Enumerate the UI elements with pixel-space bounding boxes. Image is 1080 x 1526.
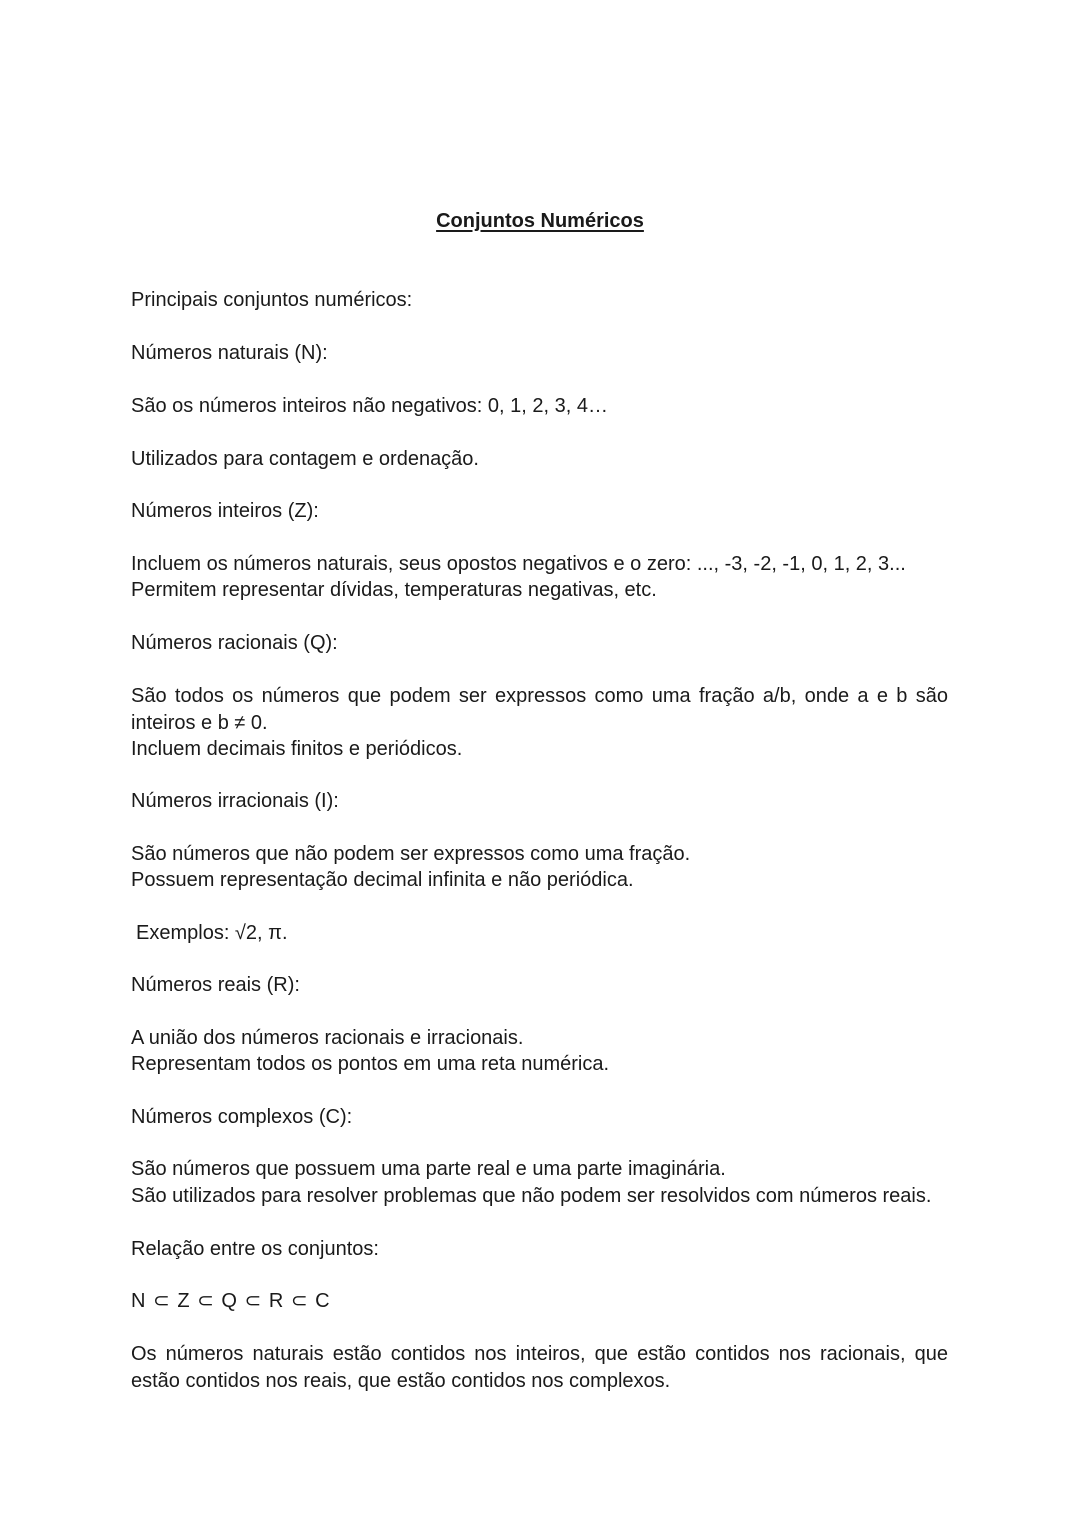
irracionais-examples: Exemplos: √2, π. <box>136 922 288 944</box>
racionais-decimals: Incluem decimais finitos e periódicos. <box>131 738 463 760</box>
complexos-usage: São utilizados para resolver problemas que não podem ser resolvidos com números reais. <box>131 1185 932 1207</box>
irracionais-decimals: Possuem representação decimal infinita e não periódica. <box>131 869 634 891</box>
page-title: Conjuntos Numéricos <box>436 210 644 232</box>
inteiros-definition: Incluem os números naturais, seus opostos negativos e o zero: ..., -3, -2, -1, 0, 1, 2, 3... <box>131 553 906 575</box>
reais-number-line: Representam todos os pontos em uma reta numérica. <box>131 1053 610 1075</box>
relacao-explanation: Os números naturais estão contidos nos inteiros, que estão contidos nos racionais, que estão contidos nos reais, que estão contidos nos complexos. <box>131 1343 948 1392</box>
naturais-heading: Números naturais (N): <box>131 342 328 364</box>
inteiros-heading: Números inteiros (Z): <box>131 500 319 522</box>
irracionais-definition: São números que não podem ser expressos como uma fração. <box>131 843 691 865</box>
irracionais-heading: Números irracionais (I): <box>131 790 339 812</box>
complexos-heading: Números complexos (C): <box>131 1106 353 1128</box>
relacao-formula: N ⊂ Z ⊂ Q ⊂ R ⊂ C <box>131 1290 331 1312</box>
intro-text: Principais conjuntos numéricos: <box>131 289 413 311</box>
reais-heading: Números reais (R): <box>131 974 300 996</box>
naturais-definition: São os números inteiros não negativos: 0, 1, 2, 3, 4… <box>131 395 608 417</box>
naturais-usage: Utilizados para contagem e ordenação. <box>131 448 479 470</box>
racionais-heading: Números racionais (Q): <box>131 632 338 654</box>
racionais-definition: São todos os números que podem ser expressos como uma fração a/b, onde a e b são inteiros e b ≠ 0. <box>131 685 948 734</box>
relacao-heading: Relação entre os conjuntos: <box>131 1238 379 1260</box>
reais-definition: A união dos números racionais e irracionais. <box>131 1027 524 1049</box>
inteiros-usage: Permitem representar dívidas, temperaturas negativas, etc. <box>131 579 657 601</box>
complexos-definition: São números que possuem uma parte real e uma parte imaginária. <box>131 1158 726 1180</box>
